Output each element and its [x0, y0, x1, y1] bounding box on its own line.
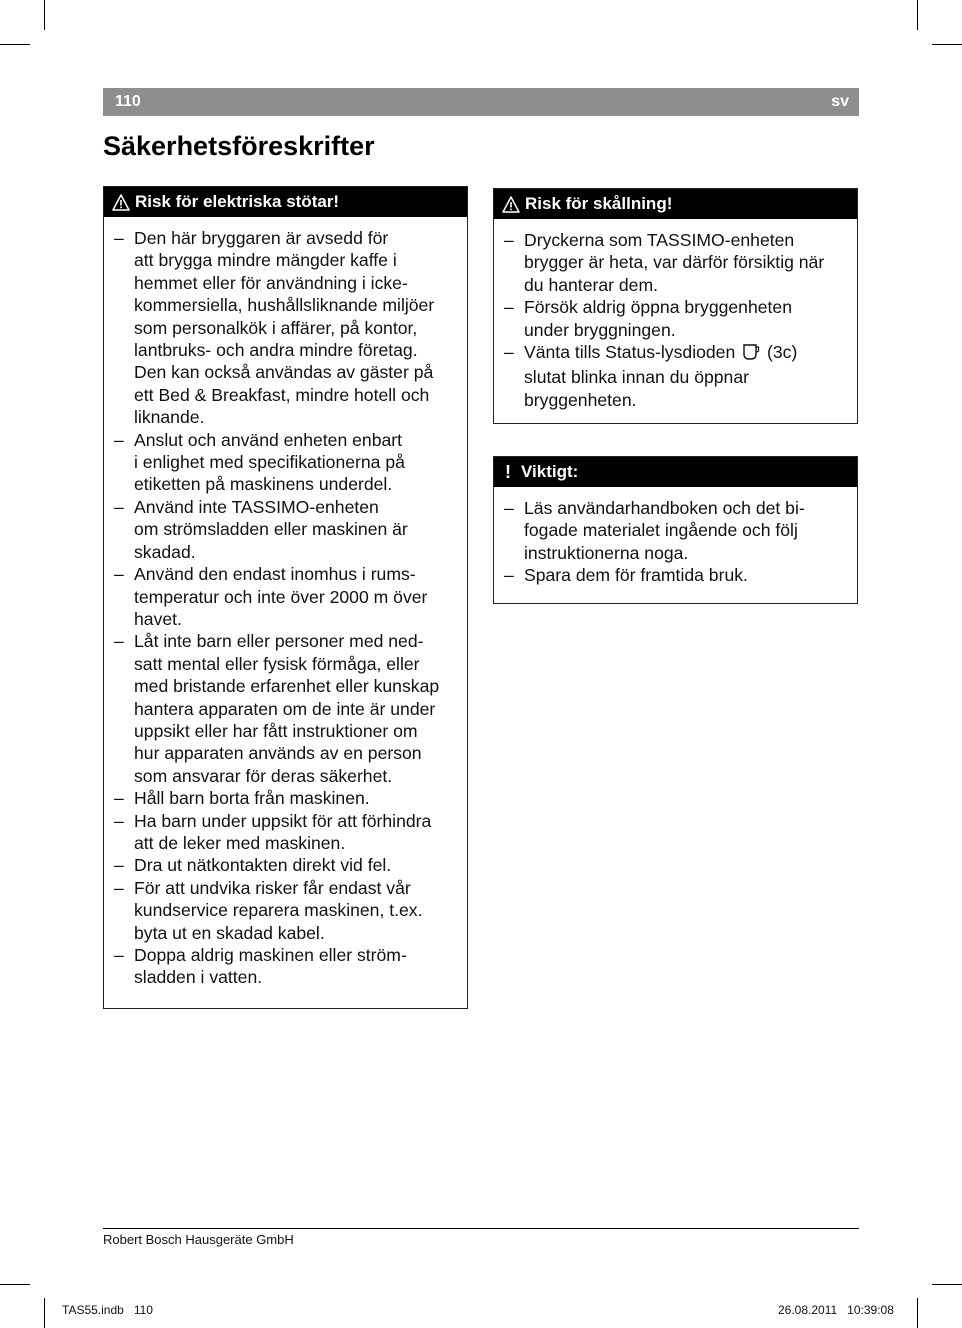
page-title: Säkerhetsföreskrifter	[103, 131, 375, 161]
list-item-text: Vänta tills Status-lysdioden	[524, 342, 736, 363]
list-item: – Försök aldrig öppna bryggenheten under bryggningen.	[504, 296, 853, 341]
warning-box-heading: Risk för skållning!	[525, 194, 673, 213]
list-item: – Använd den endast inomhus i rums- temperatur och inte över 2000 m över havet.	[114, 563, 463, 630]
list-item: – Håll barn borta från maskinen.	[114, 787, 463, 809]
warning-box-heading: Risk för elektriska stötar!	[135, 192, 340, 211]
crop-mark	[932, 1284, 962, 1285]
crop-mark	[44, 0, 45, 30]
list-item: – Använd inte TASSIMO-enheten om strömsladden eller maskinen är skadad.	[114, 496, 463, 563]
list-item: – Ha barn under uppsikt för att förhindra att de leker med maskinen.	[114, 810, 463, 855]
warning-box-electric	[103, 186, 468, 1009]
notice-box-body	[494, 487, 857, 601]
list-item: – Dryckerna som TASSIMO-enheten brygger är heta, var därför försiktig när du hanterar dem.	[504, 229, 853, 296]
crop-mark	[917, 1298, 918, 1328]
warning-list	[504, 229, 853, 411]
crop-mark	[932, 44, 962, 45]
list-item: – För att undvika risker får endast vår kundservice reparera maskinen, t.ex. byta ut en skadad kabel.	[114, 877, 463, 944]
list-item-text: (3c) slutat blinka innan du öppnar bryggenheten.	[524, 342, 798, 410]
footer-divider	[103, 1228, 859, 1229]
footer-company: Robert Bosch Hausgeräte GmbH	[103, 1232, 294, 1247]
warning-triangle-icon	[501, 194, 521, 214]
crop-mark	[44, 1298, 45, 1328]
warning-list	[114, 227, 463, 989]
crop-mark	[0, 1284, 30, 1285]
warning-box-header	[104, 187, 467, 217]
list-item: – Spara dem för framtida bruk.	[504, 564, 853, 586]
warning-triangle-icon	[111, 192, 131, 212]
language-code: sv	[831, 93, 849, 110]
page-number: 110	[115, 93, 141, 110]
list-item: – Anslut och använd enheten enbart i enlighet med specifikationerna på etiketten på maskinens underdel.	[114, 429, 463, 496]
list-item: – Doppa aldrig maskinen eller ström- sladden i vatten.	[114, 944, 463, 989]
cup-icon	[742, 343, 760, 366]
list-item: – Dra ut nätkontakten direkt vid fel.	[114, 854, 463, 876]
crop-mark	[917, 0, 918, 30]
notice-list	[504, 497, 853, 587]
list-item: – Den här bryggaren är avsedd för att brygga mindre mängder kaffe i hemmet eller för användning i icke- kommersiella, hushållsliknande miljöer som personalkök i affärer, på kontor, lantbruks- och andra mindre företag. Den kan också användas av gäster på ett Bed & Breakfast, mindre hotell och liknande.	[114, 227, 463, 429]
notice-box-header	[494, 457, 857, 487]
warning-box-body	[104, 217, 467, 1003]
print-slug-datetime: 26.08.2011 10:39:08	[778, 1303, 894, 1317]
warning-box-body	[494, 219, 857, 425]
notice-box-heading: Viktigt:	[521, 462, 579, 481]
warning-box-scalding	[493, 188, 858, 424]
warning-box-header	[494, 189, 857, 219]
print-slug-file: TAS55.indb 110	[62, 1303, 153, 1317]
list-item: – Läs användarhandboken och det bi- fogade materialet ingående och följ instruktionerna noga.	[504, 497, 853, 564]
list-item	[504, 341, 853, 411]
exclamation-icon: !	[505, 461, 511, 482]
crop-mark	[0, 44, 30, 45]
list-item: – Låt inte barn eller personer med ned- satt mental eller fysisk förmåga, eller med bristande erfarenhet eller kunskap hantera apparaten om de inte är under uppsikt eller har fått instruktioner om hur apparaten används av en person som ansvarar för deras säkerhet.	[114, 630, 463, 787]
notice-box-important	[493, 456, 858, 604]
page-header-bar	[103, 88, 859, 116]
